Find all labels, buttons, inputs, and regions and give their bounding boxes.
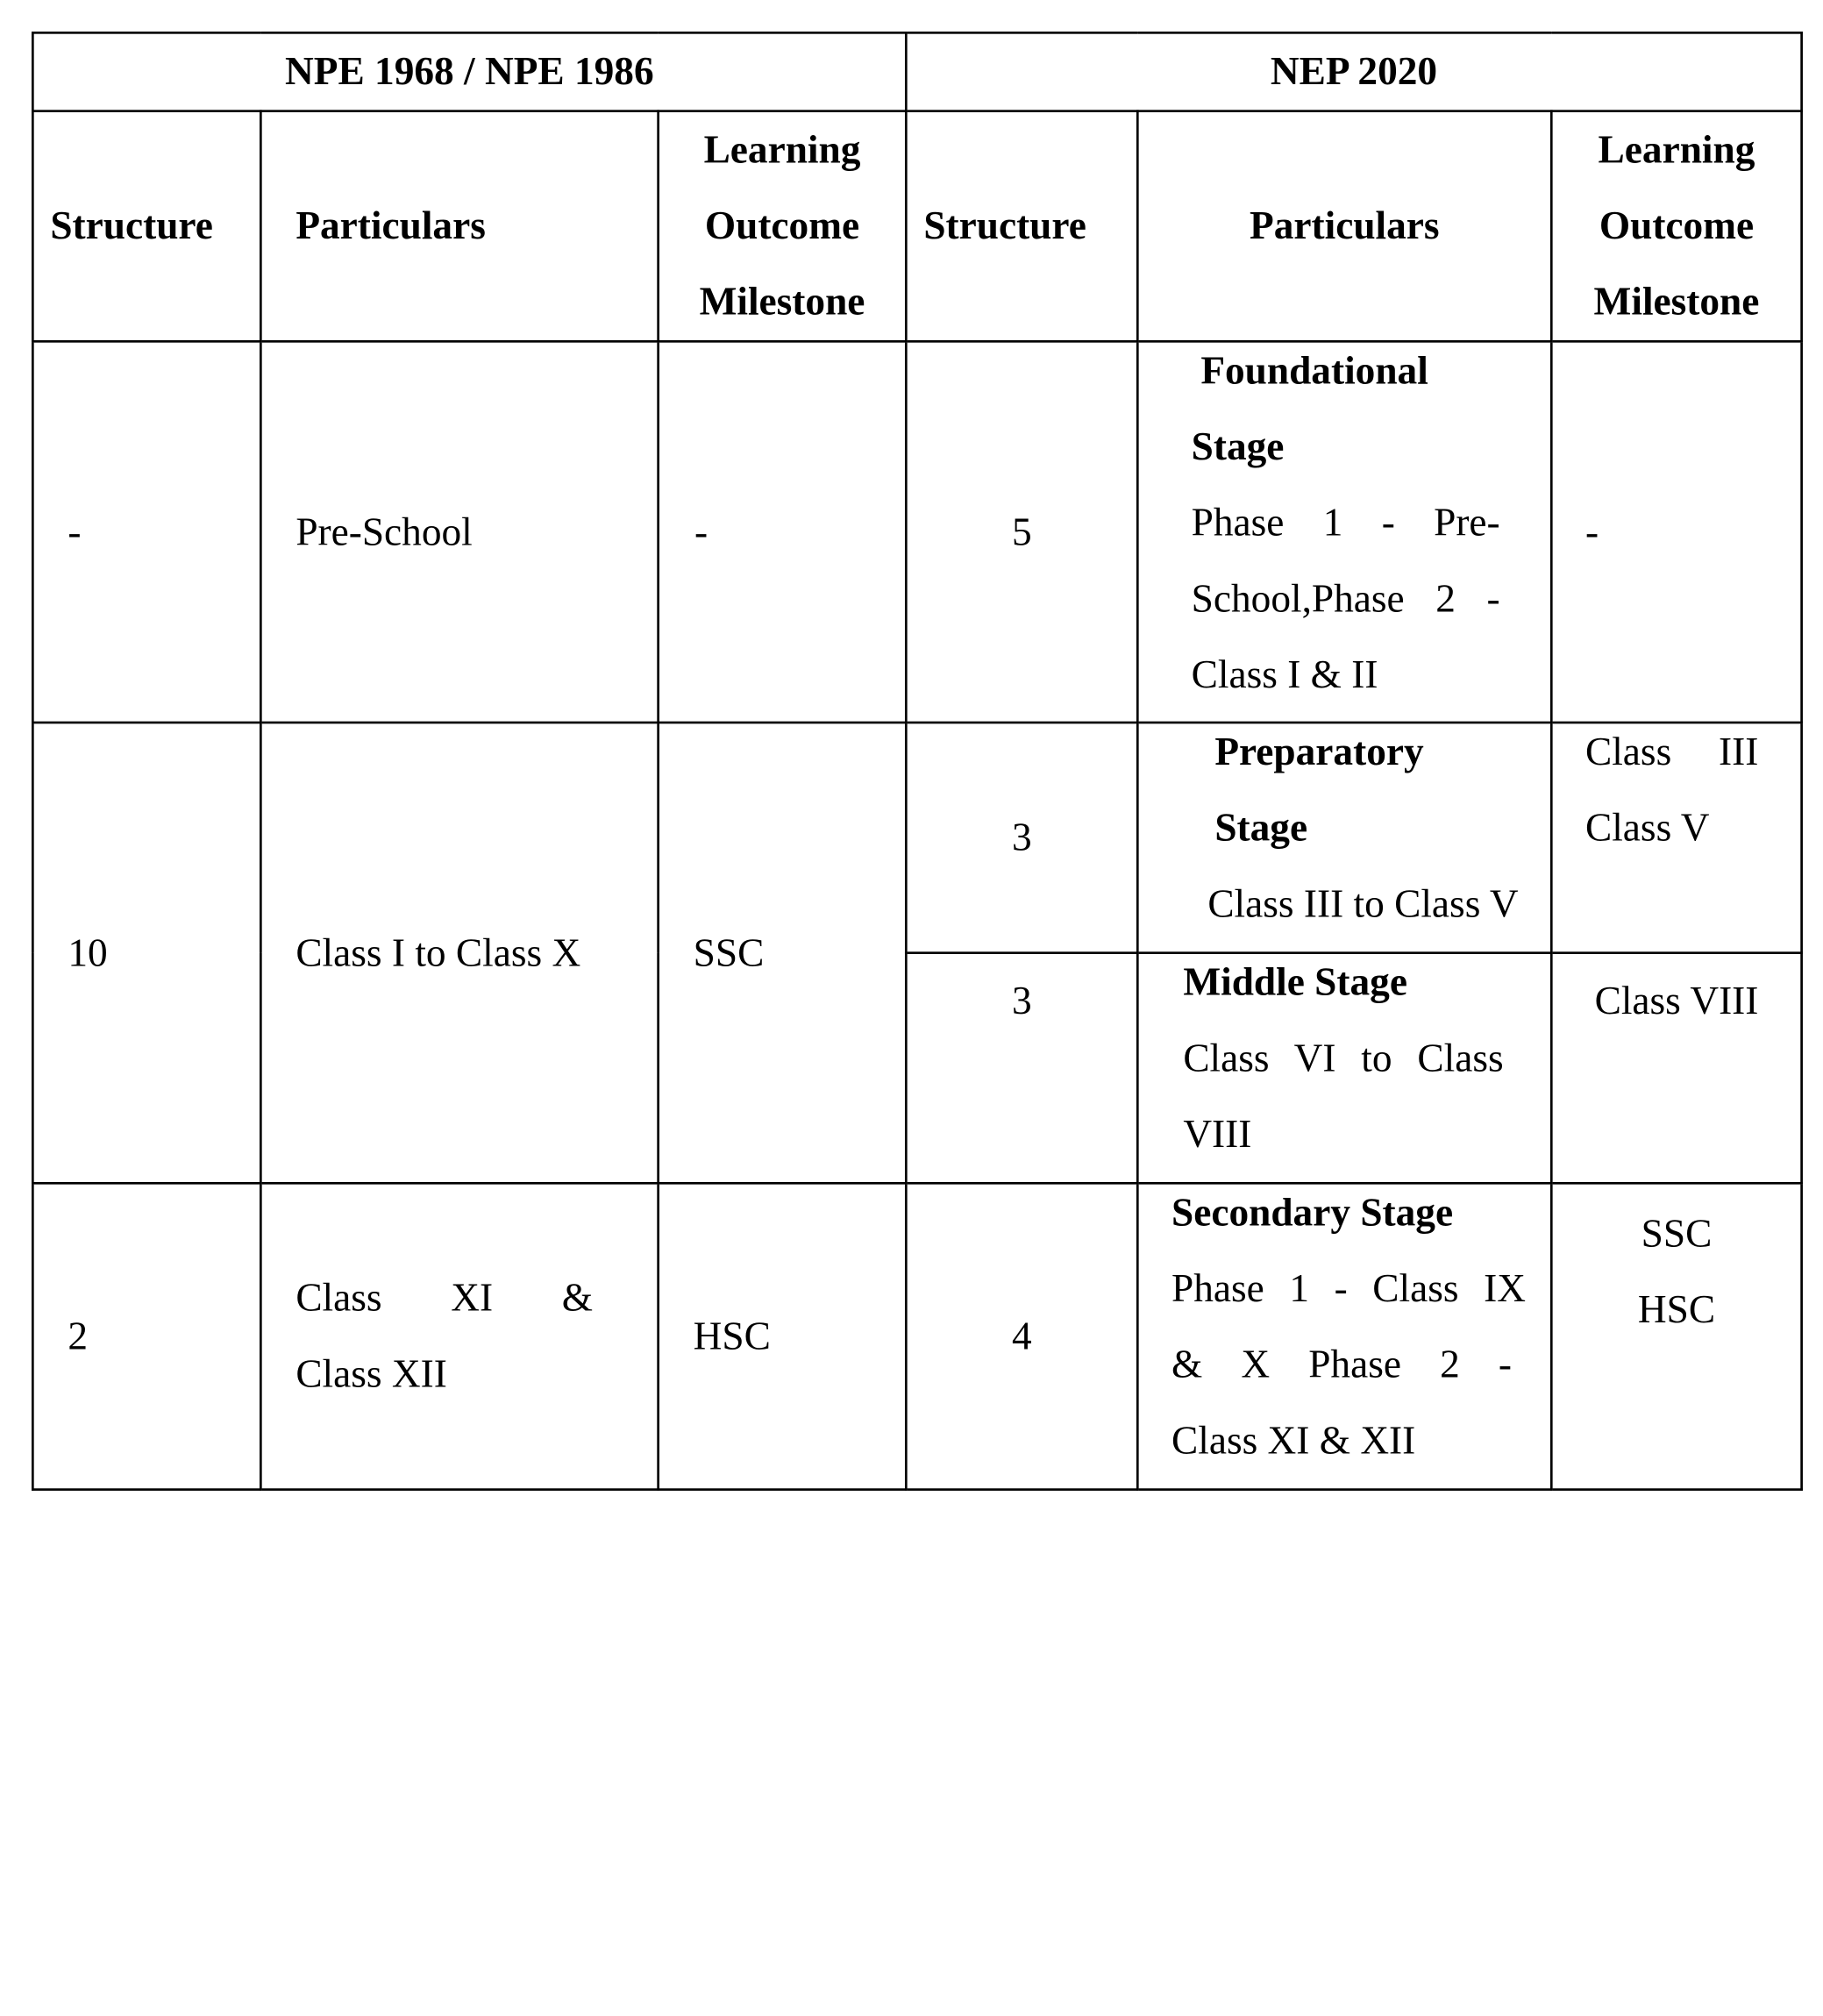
- secondary-milestone-line2: HSC: [1637, 1288, 1716, 1332]
- col-header-old-milestone-line3: Milestone: [699, 280, 865, 324]
- secondary-desc-line2: & X Phase 2 -: [1171, 1343, 1512, 1387]
- cell-new-structure-text: 4: [1011, 1314, 1032, 1358]
- table-row-secondary: [32, 1183, 1801, 1489]
- cell-old-structure: [32, 341, 260, 723]
- col-header-new-milestone-line2: Outcome: [1599, 204, 1755, 248]
- cell-old-structure-text: -: [68, 509, 82, 554]
- preparatory-stage-block: [1139, 715, 1550, 943]
- preparatory-title-line1: Preparatory: [1214, 730, 1424, 774]
- col-header-new-structure: [906, 111, 1137, 342]
- cell-old-structure: [32, 723, 260, 1183]
- comparison-table-frame: [32, 32, 1800, 1487]
- cell-new-structure: [906, 723, 1137, 953]
- preparatory-milestone-line1: Class III: [1584, 730, 1759, 774]
- cell-old-particulars: [260, 341, 658, 723]
- cell-new-structure: [906, 341, 1137, 723]
- preparatory-milestone-block: [1553, 715, 1801, 866]
- col-header-new-particulars: [1137, 111, 1551, 342]
- secondary-desc-line3: Class XI & XII: [1171, 1419, 1416, 1463]
- group-header-nep: [906, 32, 1801, 110]
- secondary-milestone-line1: SSC: [1641, 1212, 1713, 1256]
- cell-new-particulars: [1137, 1183, 1551, 1489]
- secondary-stage-block: [1139, 1175, 1550, 1479]
- group-header-npe-text: NPE 1968 / NPE 1986: [285, 50, 654, 94]
- group-header-row: [32, 32, 1801, 110]
- cell-new-particulars: [1137, 723, 1551, 953]
- foundational-title-line2: Stage: [1191, 425, 1285, 469]
- middle-milestone-text: Class VIII: [1594, 980, 1759, 1023]
- foundational-desc-line3: Class I & II: [1191, 653, 1378, 697]
- middle-desc-line1: Class VI to Class: [1183, 1036, 1504, 1080]
- cell-new-particulars: [1137, 953, 1551, 1184]
- cell-new-structure-text: 3: [1011, 816, 1032, 859]
- cell-old-structure-text: 10: [68, 930, 108, 975]
- cell-new-structure: [906, 1183, 1137, 1489]
- cell-old-structure-text: 2: [68, 1314, 88, 1358]
- cell-new-structure-text: 3: [1011, 980, 1032, 1023]
- table-row-foundational: [32, 341, 1801, 723]
- secondary-title: Secondary Stage: [1171, 1191, 1454, 1235]
- col-header-new-milestone-line3: Milestone: [1593, 280, 1760, 324]
- cell-old-milestone-text: -: [694, 509, 709, 554]
- middle-stage-block: [1139, 944, 1550, 1172]
- col-header-old-milestone-line2: Outcome: [704, 204, 860, 248]
- preparatory-desc-line1: Class III to Class V: [1207, 882, 1519, 926]
- secondary-desc-line1: Phase 1 - Class IX: [1171, 1267, 1526, 1311]
- cell-new-milestone: [1551, 1183, 1801, 1489]
- cell-new-milestone: [1551, 341, 1801, 723]
- cell-new-structure-text: 5: [1011, 509, 1032, 554]
- foundational-title-line1: Foundational: [1200, 349, 1428, 393]
- secondary-old-particulars-line1: Class XI &: [296, 1276, 593, 1321]
- cell-old-milestone: [659, 723, 907, 1183]
- middle-title: Middle Stage: [1183, 960, 1407, 1005]
- col-header-old-structure: [32, 111, 260, 342]
- col-header-new-structure-text: Structure: [923, 204, 1086, 248]
- cell-new-milestone: [1551, 723, 1801, 953]
- col-header-old-structure-text: Structure: [50, 204, 213, 248]
- column-header-row: [32, 111, 1801, 342]
- npe-nep-comparison-table: [32, 32, 1803, 1491]
- col-header-old-milestone: [659, 111, 907, 342]
- col-header-new-milestone-line1: Learning: [1598, 128, 1755, 172]
- col-header-old-particulars: [260, 111, 658, 342]
- cell-old-milestone: [659, 341, 907, 723]
- preparatory-title-line2: Stage: [1214, 806, 1308, 851]
- cell-new-particulars: [1137, 341, 1551, 723]
- group-header-nep-text: NEP 2020: [1270, 50, 1438, 94]
- group-header-npe: [32, 32, 906, 110]
- cell-new-structure: [906, 953, 1137, 1184]
- middle-desc-line2: VIII: [1183, 1113, 1252, 1157]
- col-header-new-milestone: [1551, 111, 1801, 342]
- cell-new-milestone: [1551, 953, 1801, 1184]
- cell-old-particulars-text: Class I to Class X: [296, 930, 581, 975]
- secondary-old-particulars-line2: Class XII: [296, 1352, 447, 1396]
- cell-old-structure: [32, 1183, 260, 1489]
- col-header-old-particulars-text: Particulars: [296, 204, 486, 248]
- col-header-new-particulars-text: Particulars: [1250, 204, 1440, 248]
- preparatory-milestone-line2: Class V: [1584, 806, 1710, 851]
- table-row-preparatory: [32, 723, 1801, 953]
- cell-old-particulars: [260, 723, 658, 1183]
- cell-old-particulars: [260, 1183, 658, 1489]
- cell-old-milestone-text: SSC: [693, 930, 765, 975]
- cell-old-particulars-text: Pre-School: [296, 509, 473, 554]
- cell-old-milestone: [659, 1183, 907, 1489]
- foundational-desc-line1: Phase 1 - Pre-: [1191, 501, 1500, 545]
- cell-new-milestone-text: -: [1584, 509, 1599, 554]
- cell-old-milestone-text: HSC: [693, 1314, 771, 1358]
- foundational-desc-line2: School,Phase 2 -: [1191, 577, 1500, 621]
- col-header-old-milestone-line1: Learning: [703, 128, 861, 172]
- foundational-stage-block: [1139, 333, 1550, 713]
